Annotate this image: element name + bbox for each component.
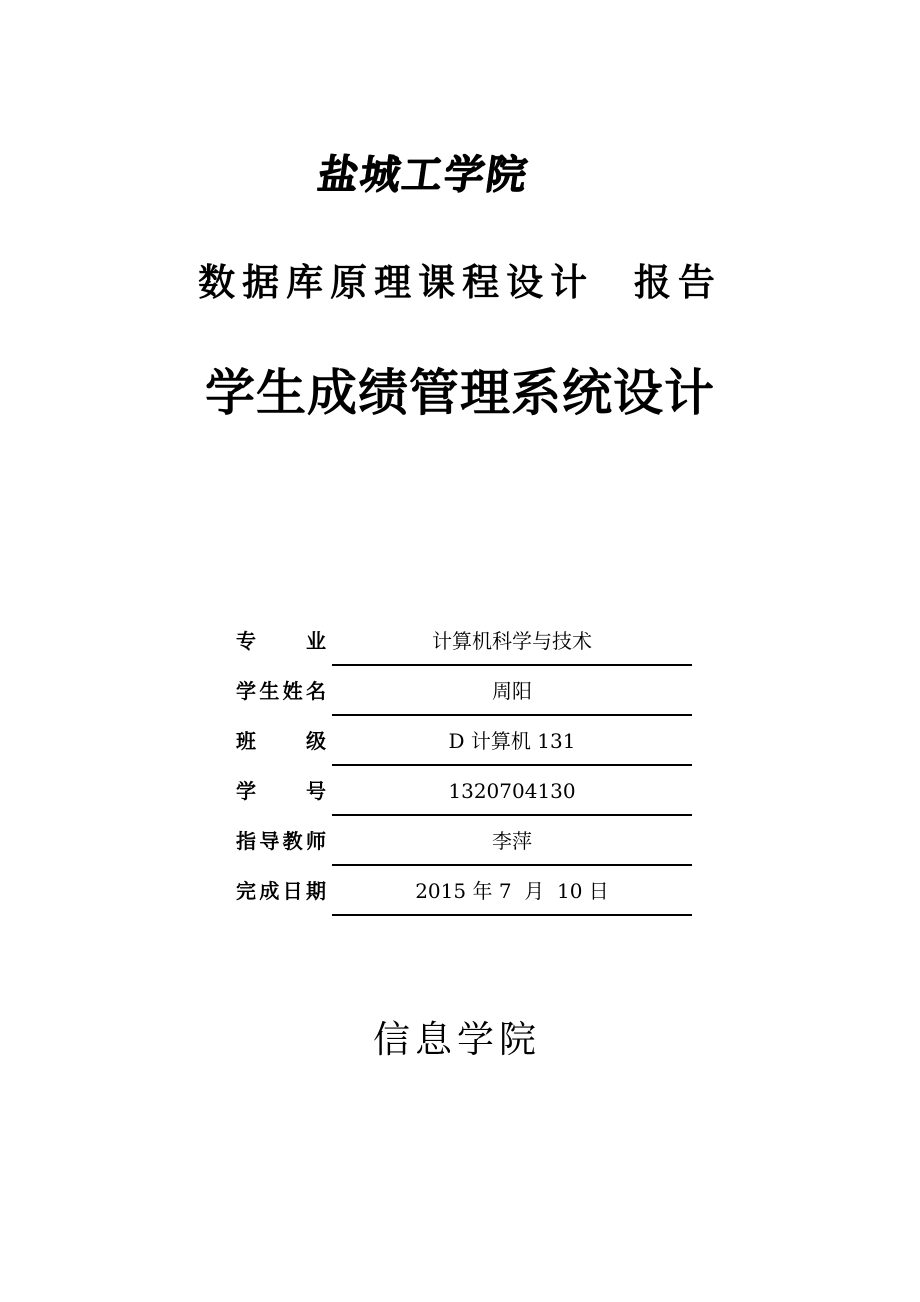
info-label: 指导教师 (236, 829, 326, 853)
info-value: 1320704130 (448, 779, 576, 803)
info-underline (332, 874, 692, 916)
info-label: 学号 (236, 779, 326, 803)
report-title: 数据库原理课程设计 报告 (198, 261, 722, 304)
info-row-major (236, 616, 696, 666)
info-underline (332, 624, 692, 666)
info-underline (332, 674, 692, 716)
info-row-completion-date (236, 866, 696, 916)
school-logo: 盐城工学院 (314, 151, 532, 198)
info-label: 专业 (236, 629, 326, 653)
info-value: D 计算机 131 (448, 729, 576, 753)
info-value: 2015 年 7 月 10 日 (415, 879, 609, 903)
info-value: 计算机科学与技术 (432, 629, 592, 653)
info-row-student-name (236, 666, 696, 716)
info-table (236, 616, 696, 916)
department-name: 信息学院 (373, 1018, 541, 1061)
info-row-student-id (236, 766, 696, 816)
info-underline (332, 824, 692, 866)
info-underline (332, 774, 692, 816)
info-value: 周阳 (492, 679, 532, 703)
info-label: 完成日期 (236, 879, 326, 903)
info-underline (332, 724, 692, 766)
info-label: 学生姓名 (236, 679, 326, 703)
info-row-advisor (236, 816, 696, 866)
project-title: 学生成绩管理系统设计 (205, 364, 715, 422)
info-label: 班级 (236, 729, 326, 753)
info-row-class (236, 716, 696, 766)
info-value: 李萍 (492, 829, 532, 853)
